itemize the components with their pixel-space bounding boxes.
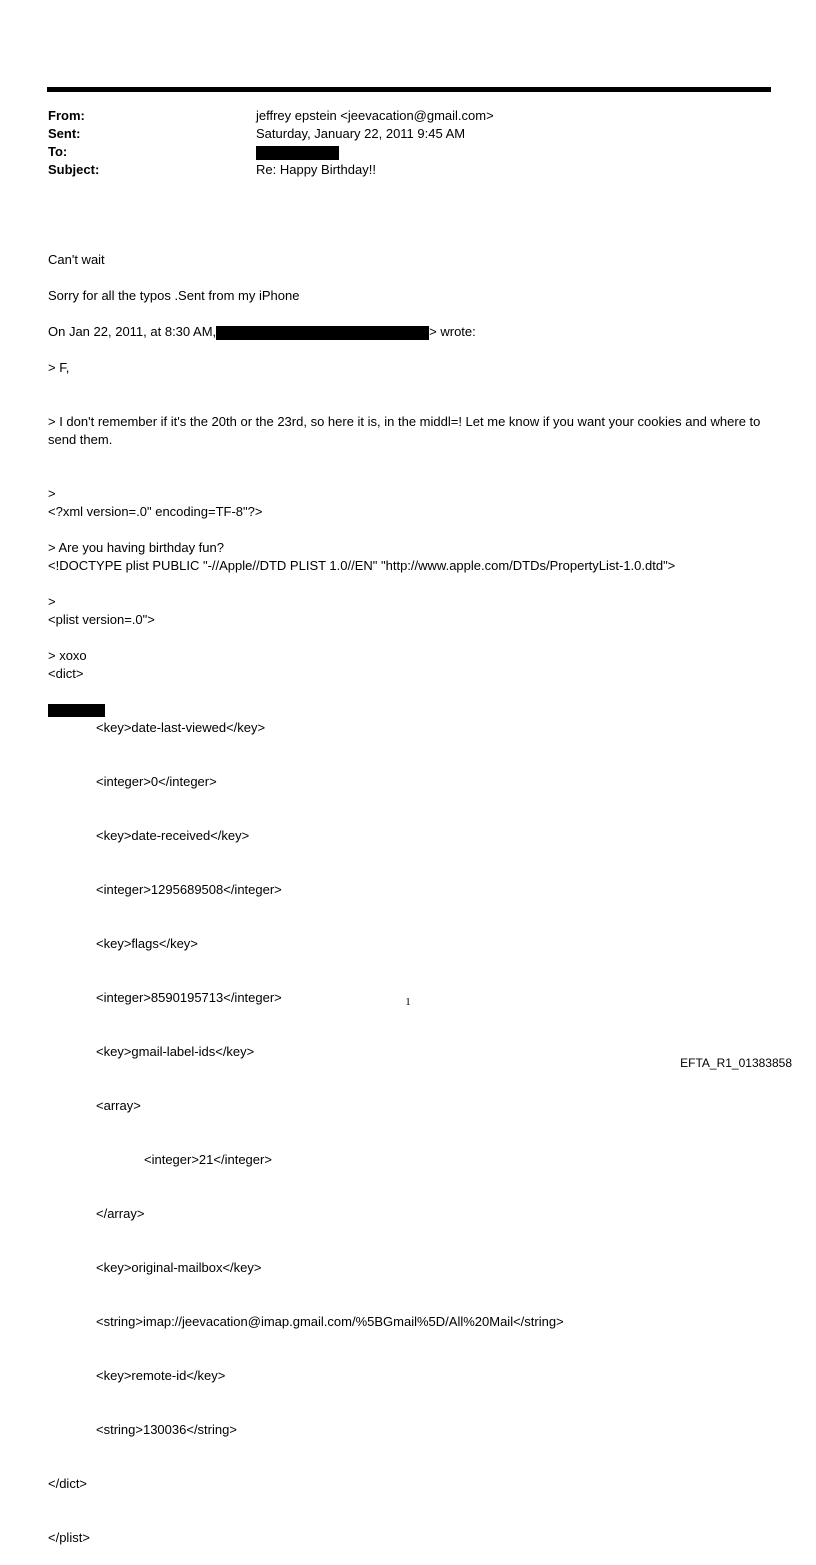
subject-row [48, 161, 768, 179]
plist-line: <key>remote-id</key> [96, 1368, 226, 1383]
plist-line: <dict> [48, 666, 84, 681]
plist-line: <?xml version=.0" encoding=TF-8"?> [48, 504, 263, 519]
plist-line: <plist version=.0"> [48, 612, 155, 627]
subject-label: Subject: [48, 162, 100, 177]
plist-line: <!DOCTYPE plist PUBLIC "-//Apple//DTD PLIST 1.0//EN" "http://www.apple.com/DTDs/PropertyList-1.0.dtd"> [48, 558, 676, 573]
quoted-blank: > [48, 594, 56, 609]
attribution-prefix: On Jan 22, 2011, at 8:30 AM, [48, 324, 217, 339]
sent-label: Sent: [48, 126, 81, 141]
page-number: 1 [405, 996, 411, 1008]
attribution-suffix: > wrote: [429, 324, 476, 339]
from-label: From: [48, 108, 85, 123]
quoted-question: > Are you having birthday fun? [48, 540, 224, 555]
to-label: To: [48, 144, 68, 159]
plist-line: <key>date-received</key> [96, 828, 250, 843]
reply-text: Can't wait [48, 252, 105, 267]
quoted-signoff: > xoxo [48, 648, 87, 663]
plist-line: <string>130036</string> [96, 1422, 237, 1437]
plist-line: <integer>8590195713</integer> [96, 990, 282, 1005]
to-row [48, 143, 768, 161]
quoted-blank: > [48, 486, 56, 501]
plist-line: <integer>1295689508</integer> [96, 882, 282, 897]
sent-value: Saturday, January 22, 2011 9:45 AM [256, 126, 466, 141]
quoted-body: > I don't remember if it's the 20th or the 23rd, so here it is, in the middl=! Let me know if you want your cookies and where to send them. [48, 414, 761, 447]
plist-line: <key>original-mailbox</key> [96, 1260, 262, 1275]
quoted-greeting: > F, [48, 360, 70, 375]
plist-line: <integer>21</integer> [144, 1152, 272, 1167]
signature-text: Sorry for all the typos .Sent from my iPhone [48, 288, 300, 303]
plist-line: </dict> [48, 1476, 88, 1491]
header-rule [47, 87, 771, 92]
plist-line: <key>date-last-viewed</key> [96, 720, 266, 735]
plist-line: <string>imap://jeevacation@imap.gmail.com/%5BGmail%5D/All%20Mail</string> [96, 1314, 564, 1329]
plist-block [48, 467, 768, 1565]
plist-line: <key>flags</key> [96, 936, 198, 951]
redaction-box [256, 146, 339, 160]
plist-line: <key>gmail-label-ids</key> [96, 1044, 255, 1059]
document-id: EFTA_R1_01383858 [680, 1056, 792, 1070]
to-value [256, 143, 339, 161]
plist-line: <array> [96, 1098, 141, 1113]
from-row [48, 107, 768, 125]
plist-line: </plist> [48, 1530, 90, 1545]
subject-value: Re: Happy Birthday!! [256, 162, 376, 177]
plist-line: <integer>0</integer> [96, 774, 217, 789]
plist-line: </array> [96, 1206, 145, 1221]
email-header [48, 107, 768, 179]
from-value: jeffrey epstein <jeevacation@gmail.com> [256, 108, 494, 123]
sent-row [48, 125, 768, 143]
